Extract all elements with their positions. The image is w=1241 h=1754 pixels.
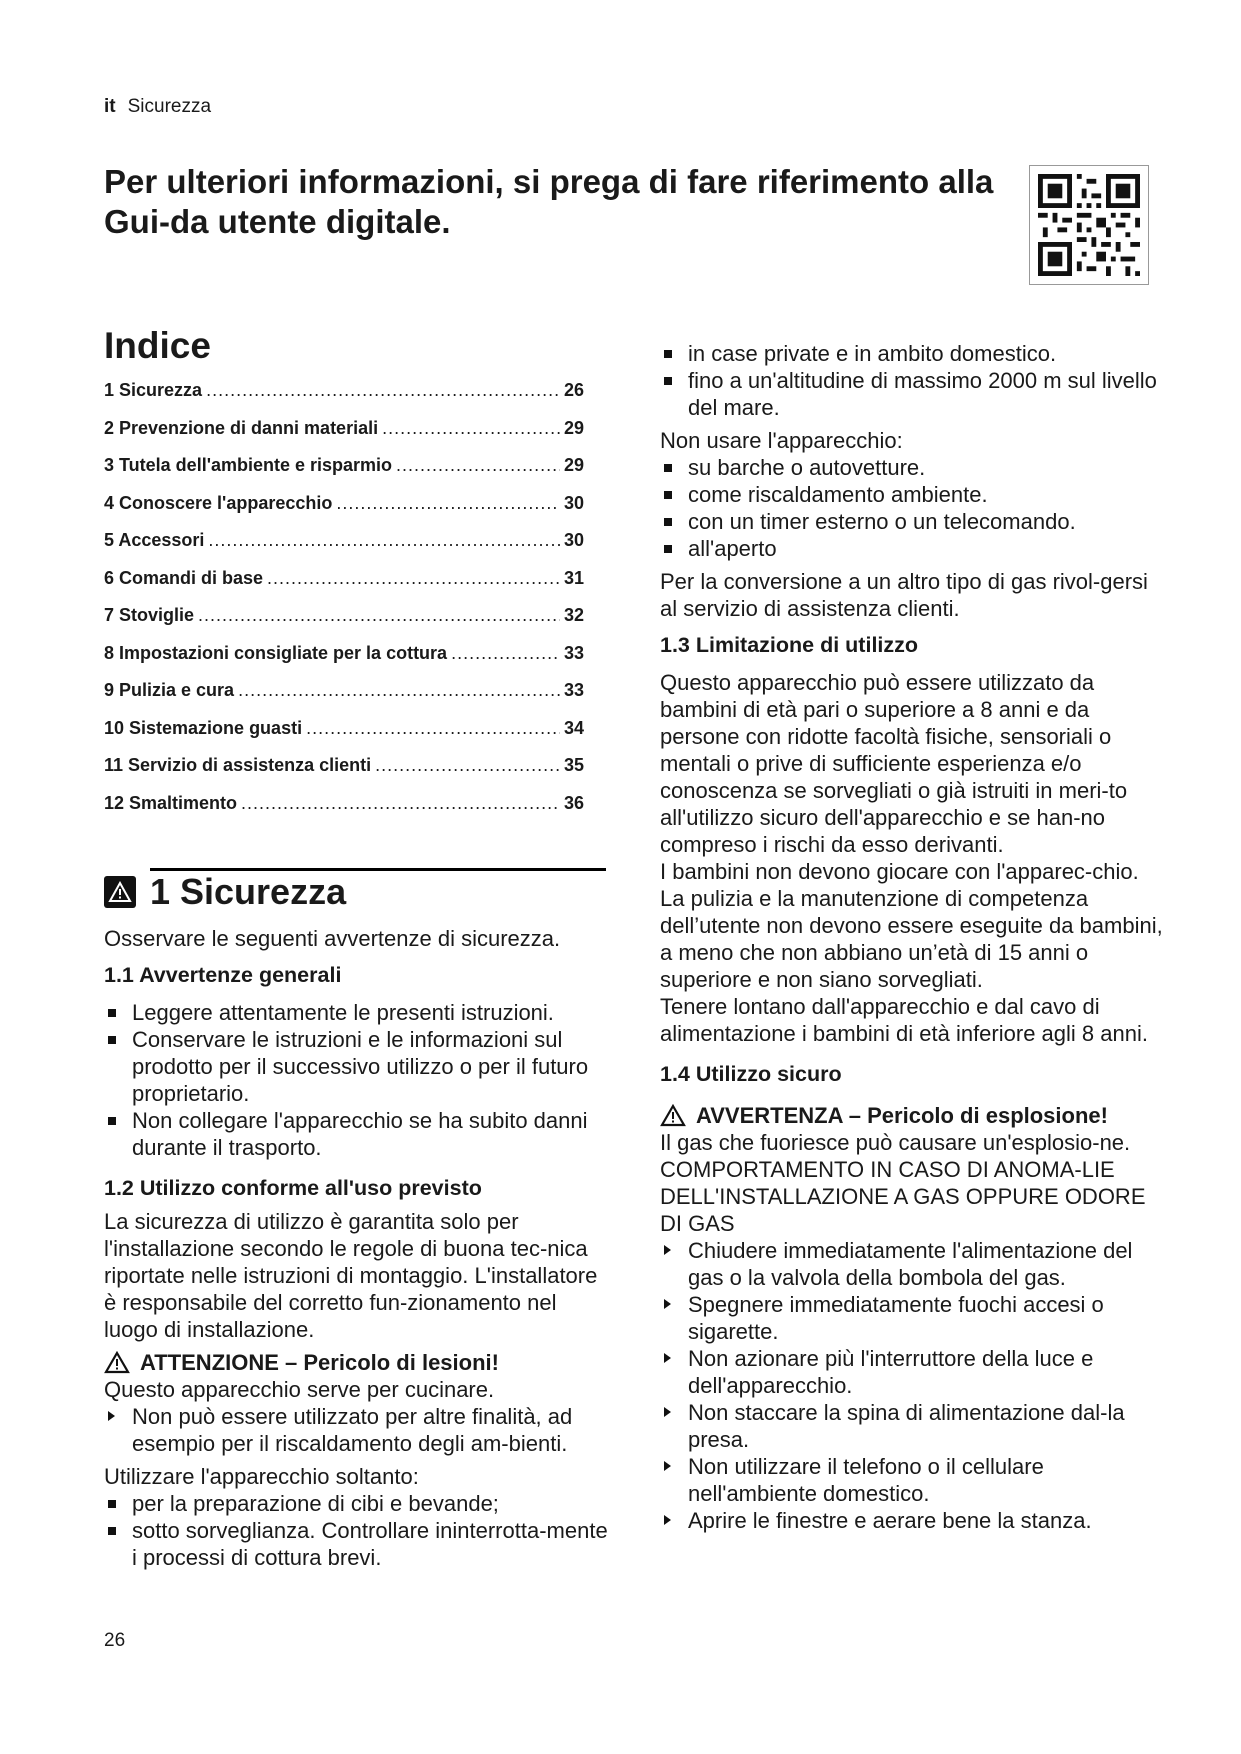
warning-heading: AVVERTENZA – Pericolo di esplosione!: [660, 1102, 1170, 1129]
toc-item[interactable]: 6 Comandi di base ..... 31: [104, 568, 584, 606]
digital-guide-headline: Per ulteriori informazioni, si prega di fare riferimento alla Gui-da utente digitale.: [104, 163, 994, 240]
list-item: sotto sorveglianza. Controllare ininterrotta-mente i processi di cottura brevi.: [104, 1517, 614, 1571]
action-list: [104, 1403, 614, 1457]
warning-triangle-icon: [104, 1351, 130, 1374]
subsection-title-1-3: 1.3 Limitazione di utilizzo: [660, 633, 919, 657]
toc-item[interactable]: 9 Pulizia e cura ..... 33: [104, 680, 584, 718]
header-section: Sicurezza: [127, 96, 212, 117]
use-list-continued: [660, 340, 1170, 421]
language-code: it: [104, 96, 116, 117]
paragraph: Questo apparecchio può essere utilizzato da bambini di età pari o superiore a 8 anni e da persone con ridotte facoltà fisiche, sensoriali o mentali o prive di sufficiente esperienza e/o conoscenza se sorvegliati o già istruiti in meri-to all'utilizzo sicuro dell'apparecchio e se han-no compreso i rischi da esso derivanti.: [660, 670, 1128, 857]
subsection-title-1-1: 1.1 Avvertenze generali: [104, 963, 342, 987]
toc-item[interactable]: 3 Tutela dell'ambiente e risparmio ..... 29: [104, 455, 584, 493]
general-warnings-list: [104, 999, 614, 1161]
list-item: Leggere attentamente le presenti istruzioni.: [104, 999, 614, 1026]
list-item: all'aperto: [660, 535, 1170, 562]
toc-item[interactable]: 7 Stoviglie ..... 32: [104, 605, 584, 643]
list-item: Aprire le finestre e aerare bene la stanza.: [660, 1507, 1170, 1534]
subsection-title-1-4: 1.4 Utilizzo sicuro: [660, 1062, 842, 1086]
paragraph: La pulizia e la manutenzione di competenza dell’utente non devono essere eseguite da bambini, a meno che non abbiano un’età di 15 anni o superiore e non siano sorvegliati.: [660, 886, 1163, 992]
page-header: [104, 96, 211, 118]
warning-triangle-icon: [660, 1104, 686, 1127]
section-heading: [104, 870, 346, 914]
list-item: Chiudere immediatamente l'alimentazione del gas o la valvola della bombola del gas.: [660, 1237, 1170, 1291]
list-item: Non utilizzare il telefono o il cellulare nell'ambiente domestico.: [660, 1453, 1170, 1507]
toc-item[interactable]: 1 Sicurezza ..... 26: [104, 380, 584, 418]
toc-item[interactable]: 11 Servizio di assistenza clienti ..... 35: [104, 755, 584, 793]
table-of-contents: [104, 380, 584, 830]
toc-item[interactable]: 8 Impostazioni consigliate per la cottura ..... 33: [104, 643, 584, 681]
toc-item[interactable]: 12 Smaltimento ..... 36: [104, 793, 584, 831]
toc-item[interactable]: 4 Conoscere l'apparecchio ..... 30: [104, 493, 584, 531]
warning-triangle-icon: [104, 876, 136, 908]
toc-item[interactable]: 10 Sistemazione guasti ..... 34: [104, 718, 584, 756]
list-item: Spegnere immediatamente fuochi accesi o sigarette.: [660, 1291, 1170, 1345]
list-item: Non azionare più l'interruttore della luce e dell'apparecchio.: [660, 1345, 1170, 1399]
paragraph: Questo apparecchio serve per cucinare.: [104, 1377, 495, 1402]
list-item: Conservare le istruzioni e le informazioni sul prodotto per il successivo utilizzo o per il futuro proprietario.: [104, 1026, 614, 1107]
list-item: come riscaldamento ambiente.: [660, 481, 1170, 508]
use-list: [104, 1490, 614, 1571]
warning-heading: ATTENZIONE – Pericolo di lesioni!: [104, 1349, 614, 1376]
page-number: 26: [104, 1630, 126, 1651]
paragraph: I bambini non devono giocare con l'apparec-chio.: [660, 859, 1139, 884]
left-column: [104, 925, 614, 1571]
toc-title: Indice: [104, 325, 211, 366]
list-item: in case private e in ambito domestico.: [660, 340, 1170, 367]
emergency-actions-list: [660, 1237, 1170, 1534]
paragraph: Non usare l'apparecchio:: [660, 428, 903, 453]
section-intro: Osservare le seguenti avvertenze di sicurezza.: [104, 926, 561, 951]
list-item: Non collegare l'apparecchio se ha subito danni durante il trasporto.: [104, 1107, 614, 1161]
paragraph: Utilizzare l'apparecchio soltanto:: [104, 1464, 419, 1489]
toc-item[interactable]: 2 Prevenzione di danni materiali ..... 29: [104, 418, 584, 456]
list-item: per la preparazione di cibi e bevande;: [104, 1490, 614, 1517]
qr-code-icon: [1029, 165, 1149, 285]
toc-item[interactable]: 5 Accessori ..... 30: [104, 530, 584, 568]
right-column: [660, 340, 1170, 1534]
paragraph: Per la conversione a un altro tipo di gas rivol-gersi al servizio di assistenza clienti.: [660, 569, 1148, 621]
paragraph: La sicurezza di utilizzo è garantita solo per l'installazione secondo le regole di buona tec-nica riportate nelle istruzioni di montaggio. L'installatore è responsabile del corretto fun-zionamento nel luogo di installazione.: [104, 1209, 598, 1342]
section-title: 1 Sicurezza: [150, 871, 347, 912]
subsection-title-1-2: 1.2 Utilizzo conforme all'uso previsto: [104, 1176, 482, 1200]
paragraph: Tenere lontano dall'apparecchio e dal cavo di alimentazione i bambini di età inferiore agli 8 anni.: [660, 994, 1148, 1046]
list-item: fino a un'altitudine di massimo 2000 m sul livello del mare.: [660, 367, 1170, 421]
list-item: Non staccare la spina di alimentazione dal-la presa.: [660, 1399, 1170, 1453]
not-use-list: [660, 454, 1170, 562]
paragraph: Il gas che fuoriesce può causare un'esplosio-ne. COMPORTAMENTO IN CASO DI ANOMA-LIE DELL'INSTALLAZIONE A GAS OPPURE ODORE DI GAS: [660, 1130, 1146, 1236]
list-item: su barche o autovetture.: [660, 454, 1170, 481]
list-item: Non può essere utilizzato per altre finalità, ad esempio per il riscaldamento degli am-bienti.: [104, 1403, 614, 1457]
list-item: con un timer esterno o un telecomando.: [660, 508, 1170, 535]
